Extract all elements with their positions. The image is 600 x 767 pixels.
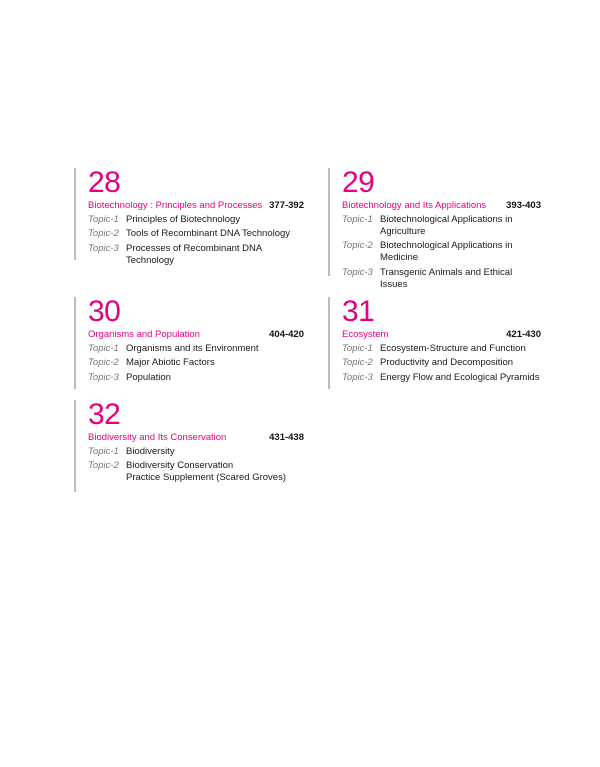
- topic-row[interactable]: [342, 343, 541, 355]
- topic-text: Transgenic Animals and Ethical Issues: [380, 266, 513, 290]
- topic-row[interactable]: [88, 372, 304, 384]
- chapter-number: 31: [342, 295, 375, 328]
- chapter-heading: [88, 432, 304, 443]
- topic-row[interactable]: [342, 357, 541, 369]
- chapter-number: 30: [88, 295, 121, 328]
- topic-text: Tools of Recombinant DNA Technology: [126, 228, 291, 239]
- topic-label: Topic-3: [88, 242, 119, 254]
- topic-text: Principles of Biotechnology: [126, 213, 241, 225]
- topic-row[interactable]: [88, 243, 304, 267]
- topic-label: Topic-1: [88, 342, 119, 354]
- topic-row[interactable]: [342, 267, 541, 291]
- chapter-heading: [342, 329, 541, 340]
- chapter-31: [328, 297, 541, 389]
- topic-label: Topic-2: [342, 357, 373, 368]
- topic-text: Biotechnological Applications in Medicine: [380, 240, 513, 263]
- chapter-29: [328, 166, 541, 290]
- topic-row[interactable]: [88, 357, 304, 369]
- topic-row[interactable]: [88, 446, 304, 458]
- chapter-pages: 431-438: [269, 432, 304, 443]
- chapter-number: 28: [88, 166, 121, 199]
- chapter-pages: 404-420: [269, 329, 304, 340]
- topic-label: Topic-3: [342, 266, 373, 278]
- chapter-number: 29: [342, 166, 375, 199]
- chapter-title[interactable]: Biotechnology : Principles and Processes: [88, 200, 263, 211]
- topic-label: Topic-1: [88, 213, 119, 225]
- chapter-number: 32: [88, 398, 121, 431]
- topic-label: Topic-2: [88, 357, 119, 368]
- chapter-heading: [342, 200, 541, 211]
- topic-row[interactable]: [88, 214, 304, 226]
- topic-label: Topic-2: [88, 460, 119, 471]
- chapter-pages: 377-392: [269, 200, 304, 211]
- topic-text: Productivity and Decomposition: [380, 357, 514, 368]
- topic-row[interactable]: [88, 343, 304, 355]
- topic-label: Topic-1: [88, 445, 119, 457]
- topic-label: Topic-3: [88, 371, 119, 383]
- topic-text: Ecosystem-Structure and Function: [380, 342, 526, 354]
- chapter-divider: [74, 400, 76, 492]
- chapter-heading: [88, 200, 304, 211]
- chapter-title[interactable]: Organisms and Population: [88, 329, 200, 340]
- topic-row[interactable]: [88, 460, 304, 472]
- chapter-28: [74, 166, 304, 266]
- chapter-32: [74, 400, 304, 492]
- topic-row[interactable]: [88, 228, 304, 240]
- topic-row: [88, 472, 304, 484]
- topic-row[interactable]: [342, 372, 541, 384]
- topic-label: Topic-1: [342, 213, 373, 225]
- chapter-divider: [328, 168, 330, 276]
- topic-row[interactable]: [342, 214, 541, 238]
- topic-text: Energy Flow and Ecological Pyramids: [380, 371, 540, 383]
- topic-label: [88, 472, 126, 484]
- chapter-divider: [74, 297, 76, 389]
- topic-text: Major Abiotic Factors: [126, 357, 215, 368]
- topic-text: Biotechnological Applications in Agriculture: [380, 213, 513, 237]
- topic-row[interactable]: [342, 240, 541, 264]
- topic-text: Practice Supplement (Scared Groves): [126, 472, 286, 483]
- topic-text: Processes of Recombinant DNA Technology: [126, 242, 262, 266]
- topic-text: Organisms and its Environment: [126, 342, 259, 354]
- chapter-title[interactable]: Biodiversity and Its Conservation: [88, 432, 227, 443]
- chapter-30: [74, 297, 304, 389]
- chapter-divider: [74, 168, 76, 260]
- chapter-pages: 421-430: [506, 329, 541, 340]
- chapter-divider: [328, 297, 330, 389]
- topic-label: Topic-1: [342, 342, 373, 354]
- chapter-pages: 393-403: [506, 200, 541, 211]
- topic-text: Biodiversity: [126, 445, 175, 457]
- chapter-title[interactable]: Biotechnology and Its Applications: [342, 200, 487, 211]
- topic-label: Topic-2: [88, 228, 119, 239]
- topic-label: Topic-2: [342, 240, 373, 251]
- topic-text: Population: [126, 371, 171, 383]
- chapter-heading: [88, 329, 304, 340]
- topic-text: Biodiversity Conservation: [126, 460, 234, 471]
- topic-label: Topic-3: [342, 371, 373, 383]
- chapter-title[interactable]: Ecosystem: [342, 329, 389, 340]
